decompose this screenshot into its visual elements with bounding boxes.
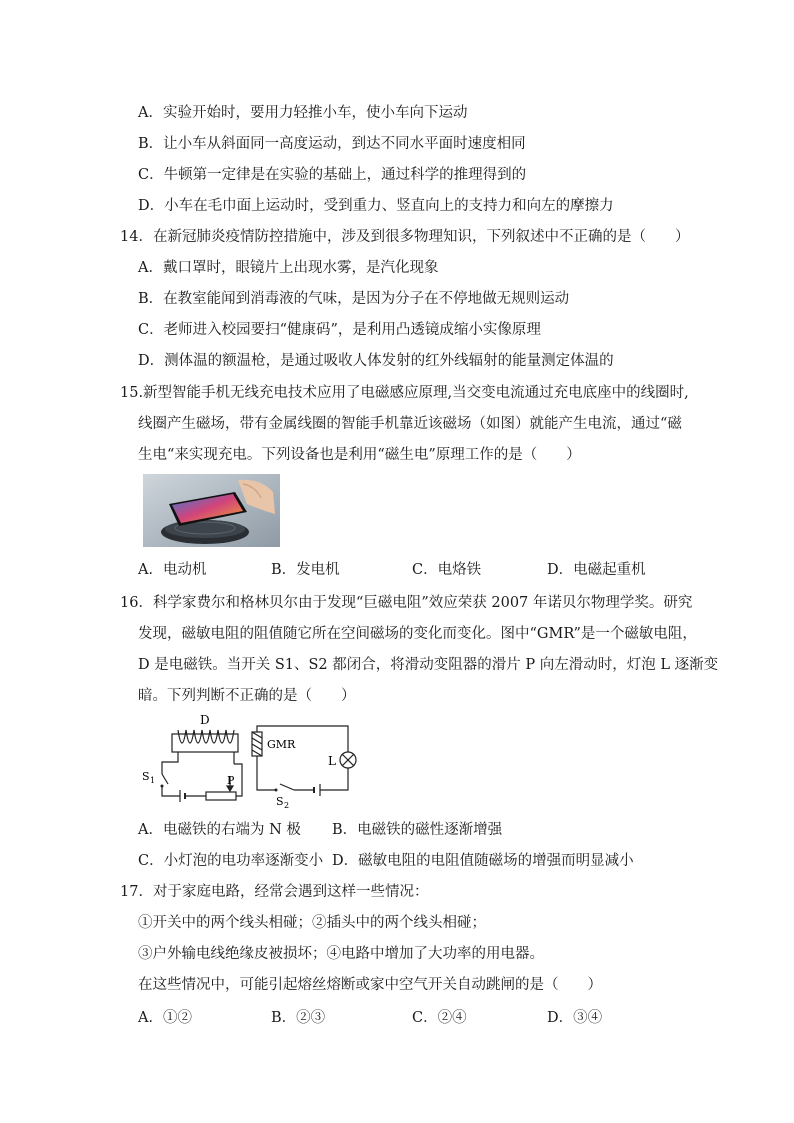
label-d: D — [200, 713, 210, 727]
q17-stem: 17．对于家庭电路，经常会遇到这样一些情况： — [120, 884, 429, 900]
switch-s2 — [280, 784, 294, 790]
q16-stem-line-3: D 是电磁铁。当开关 S1、S2 都闭合，将滑动变阻器的滑片 P 向左滑动时，灯泡 L 逐渐变 — [138, 657, 719, 673]
label-s2: S — [276, 795, 284, 808]
q15-stem-line-2: 线圈产生磁场，带有金属线圈的智能手机靠近该磁场（如图）就能产生电流，通过“磁 — [138, 416, 682, 432]
label-s1: S — [142, 770, 150, 783]
q15-option-b: B．发电机 — [271, 562, 340, 578]
switch-s1 — [162, 774, 168, 784]
label-s1-subscript: 1 — [150, 776, 156, 785]
q17-option-c: C．②④ — [412, 1010, 467, 1026]
q16-stem-line-2: 发现，磁敏电阻的阻值随它所在空间磁场的变化而变化。图中“GMR”是一个磁敏电阻， — [138, 626, 697, 642]
wireless-charger-photo — [143, 474, 280, 547]
q13-option-c: C．牛顿第一定律是在实验的基础上，通过科学的推理得到的 — [138, 167, 527, 183]
q17-option-b: B．②③ — [271, 1010, 326, 1026]
q13-option-a: A．实验开始时，要用力轻推小车，使小车向下运动 — [138, 105, 468, 121]
q16-stem-line-1: 16．科学家费尔和格林贝尔由于发现“巨磁电阻”效应荣获 2007 年诺贝尔物理学奖。研究 — [120, 595, 693, 611]
q16-option-a: A．电磁铁的右端为 N 极 — [138, 822, 301, 838]
label-s2-subscript: 2 — [284, 801, 290, 810]
q13-option-d: D．小车在毛巾面上运动时，受到重力、竖直向上的支持力和向左的摩擦力 — [138, 198, 614, 214]
q16-option-d: D．磁敏电阻的电阻值随磁场的增强而明显减小 — [332, 853, 634, 869]
q17-option-a: A．①② — [138, 1010, 192, 1026]
q15-option-d: D．电磁起重机 — [547, 562, 646, 578]
q14-option-c: C．老师进入校园要扫“健康码”，是利用凸透镜成缩小实像原理 — [138, 322, 541, 338]
q16-option-c: C．小灯泡的电功率逐渐变小 — [138, 853, 324, 869]
q13-option-b: B．让小车从斜面同一高度运动，到达不同水平面时速度相同 — [138, 136, 526, 152]
label-l: L — [328, 754, 336, 768]
q14-option-a: A．戴口罩时，眼镜片上出现水雾，是汽化现象 — [138, 260, 439, 276]
q17-items-line-2: ③户外输电线绝缘皮被损坏；④电路中增加了大功率的用电器。 — [138, 946, 544, 962]
q16-option-b: B．电磁铁的磁性逐渐增强 — [332, 822, 503, 838]
q17-option-d: D．③④ — [547, 1010, 603, 1026]
q15-option-a: A．电动机 — [138, 562, 207, 578]
gmr-circuit-diagram — [130, 712, 360, 812]
rheostat — [206, 792, 236, 800]
label-p: P — [227, 774, 235, 787]
q15-stem-line-3: 生电“来实现充电。下列设备也是利用“磁生电”原理工作的是（ ） — [138, 447, 581, 463]
q16-stem-line-4: 暗。下列判断不正确的是（ ） — [138, 688, 356, 704]
q15-option-c: C．电烙铁 — [412, 562, 482, 578]
q14-stem: 14．在新冠肺炎疫情防控措施中，涉及到很多物理知识，下列叙述中不正确的是（ ） — [120, 229, 690, 245]
electromagnet-coil — [178, 730, 234, 743]
q15-stem-line-1: 15.新型智能手机无线充电技术应用了电磁感应原理,当交变电流通过充电底座中的线圈时, — [120, 385, 689, 401]
q14-option-b: B．在教室能闻到消毒液的气味，是因为分子在不停地做无规则运动 — [138, 291, 570, 307]
q17-items-line-1: ①开关中的两个线头相碰；②插头中的两个线头相碰； — [138, 915, 486, 931]
label-gmr: GMR — [267, 738, 296, 751]
q17-question: 在这些情况中，可能引起熔丝熔断或家中空气开关自动跳闸的是（ ） — [138, 977, 602, 993]
q14-option-d: D．测体温的额温枪，是通过吸收人体发射的红外线辐射的能量测定体温的 — [138, 353, 614, 369]
